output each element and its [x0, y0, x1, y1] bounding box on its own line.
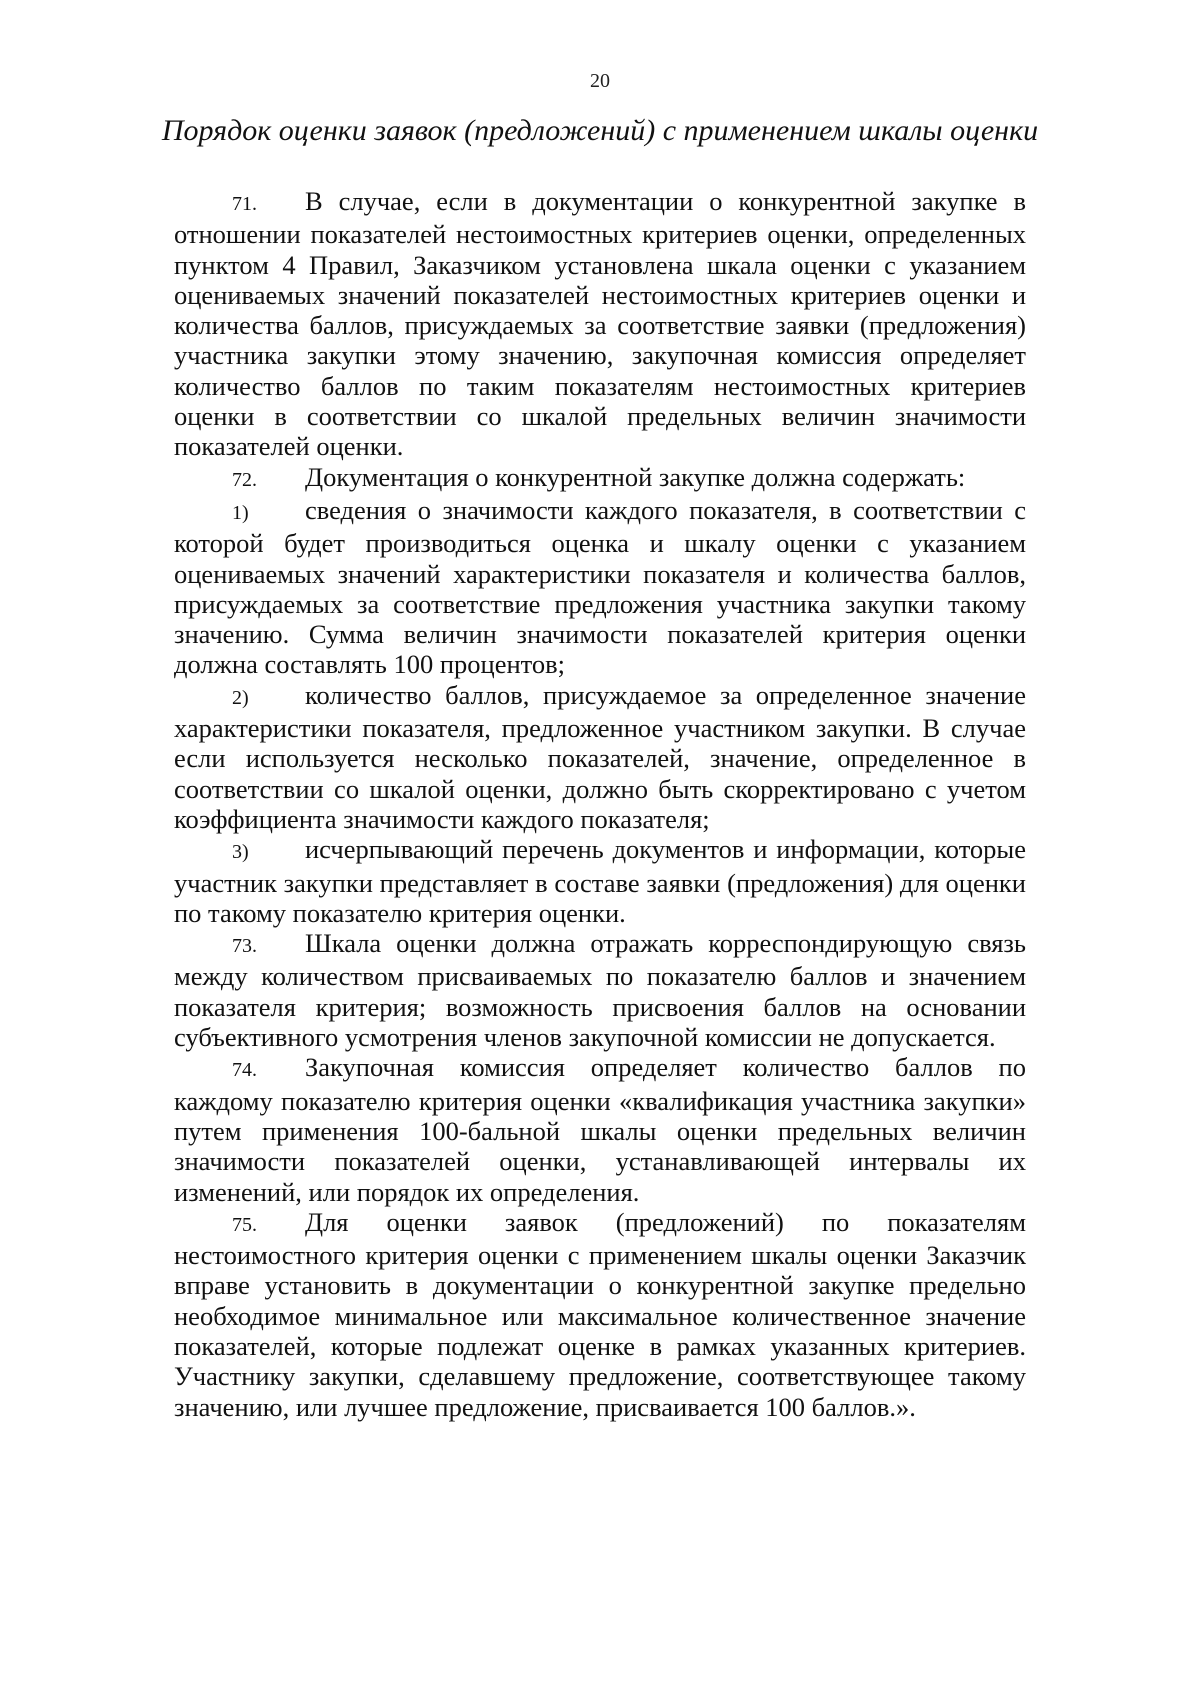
- list-item-number: 2): [232, 686, 249, 709]
- list-item-number: 1): [232, 501, 249, 524]
- paragraph-75: [174, 1207, 1026, 1422]
- paragraph-71: [174, 186, 1026, 462]
- paragraph-number: 74.: [232, 1059, 257, 1082]
- paragraph-72: [174, 462, 1026, 495]
- paragraph-number: 73.: [232, 935, 257, 958]
- paragraph-73: [174, 928, 1026, 1052]
- paragraph-number: 72.: [232, 468, 257, 491]
- paragraph-text: Документация о конкурентной закупке должна содержать:: [305, 461, 966, 492]
- paragraph-text: В случае, если в документации о конкурентной закупке в отношении показателей нестоимостных критериев оценки, определенных пунктом 4 Правил, Заказчиком установлена шкала оценки с указанием оцениваемых значений показателей нестоимостных критериев оценки и количества баллов, присуждаемых за соответствие заявки (предложения) участника закупки этому значению, закупочная комиссия определяет количество баллов по таким показателям нестоимостных критериев оценки в соответствии со шкалой предельных величин значимости показателей оценки.: [174, 186, 1026, 462]
- list-item-text: количество баллов, присуждаемое за определенное значение характеристики показателя, предложенное участником закупки. В случае если используется несколько показателей, значение, определенное в соответствии со шкалой оценки, должно быть скорректировано с учетом коэффициента значимости каждого показателя;: [174, 679, 1026, 834]
- section-title: Порядок оценки заявок (предложений) с применением шкалы оценки: [161, 114, 1039, 147]
- paragraph-text: Шкала оценки должна отражать корреспондирующую связь между количеством присваиваемых по показателю баллов и значением показателя критерия; возможность присвоения баллов на основании субъективного усмотрения членов закупочной комиссии не допускается.: [174, 928, 1026, 1053]
- paragraph-number: 75.: [232, 1213, 257, 1236]
- paragraph-number: 71.: [232, 193, 257, 215]
- paragraph-text: Для оценки заявок (предложений) по показателям нестоимостного критерия оценки с применением шкалы оценки Заказчик вправе установить в документации о конкурентной закупке предельно необходимое минимальное или максимальное количественное значение показателей, которые подлежат оценке в рамках указанных критериев. Участнику закупки, сделавшему предложение, соответствующее такому значению, или лучшее предложение, присваивается 100 баллов.».: [174, 1206, 1026, 1422]
- list-item-2: [174, 680, 1026, 834]
- paragraph-text: Закупочная комиссия определяет количество баллов по каждому показателю критерия оценки «квалификация участника закупки» путем применения 100-бальной шкалы оценки предельных величин значимости показателей оценки, устанавливающей интервалы их изменений, или порядок их определения.: [174, 1052, 1026, 1207]
- page-number: 20: [590, 70, 610, 92]
- list-item-number: 3): [232, 841, 249, 864]
- list-item-1: [174, 495, 1026, 680]
- document-body: [174, 186, 1026, 1422]
- list-item-text: сведения о значимости каждого показателя, в соответствии с которой будет производиться оценка и шкалу оценки с указанием оцениваемых значений характеристики показателя и количества баллов, присуждаемых за соответствие предложения участника закупки такому значению. Сумма величин значимости показателей критерия оценки должна составлять 100 процентов;: [174, 494, 1026, 680]
- list-item-3: [174, 834, 1026, 928]
- paragraph-74: [174, 1052, 1026, 1206]
- list-item-text: исчерпывающий перечень документов и информации, которые участник закупки представляет в составе заявки (предложения) для оценки по такому показателю критерия оценки.: [174, 834, 1026, 928]
